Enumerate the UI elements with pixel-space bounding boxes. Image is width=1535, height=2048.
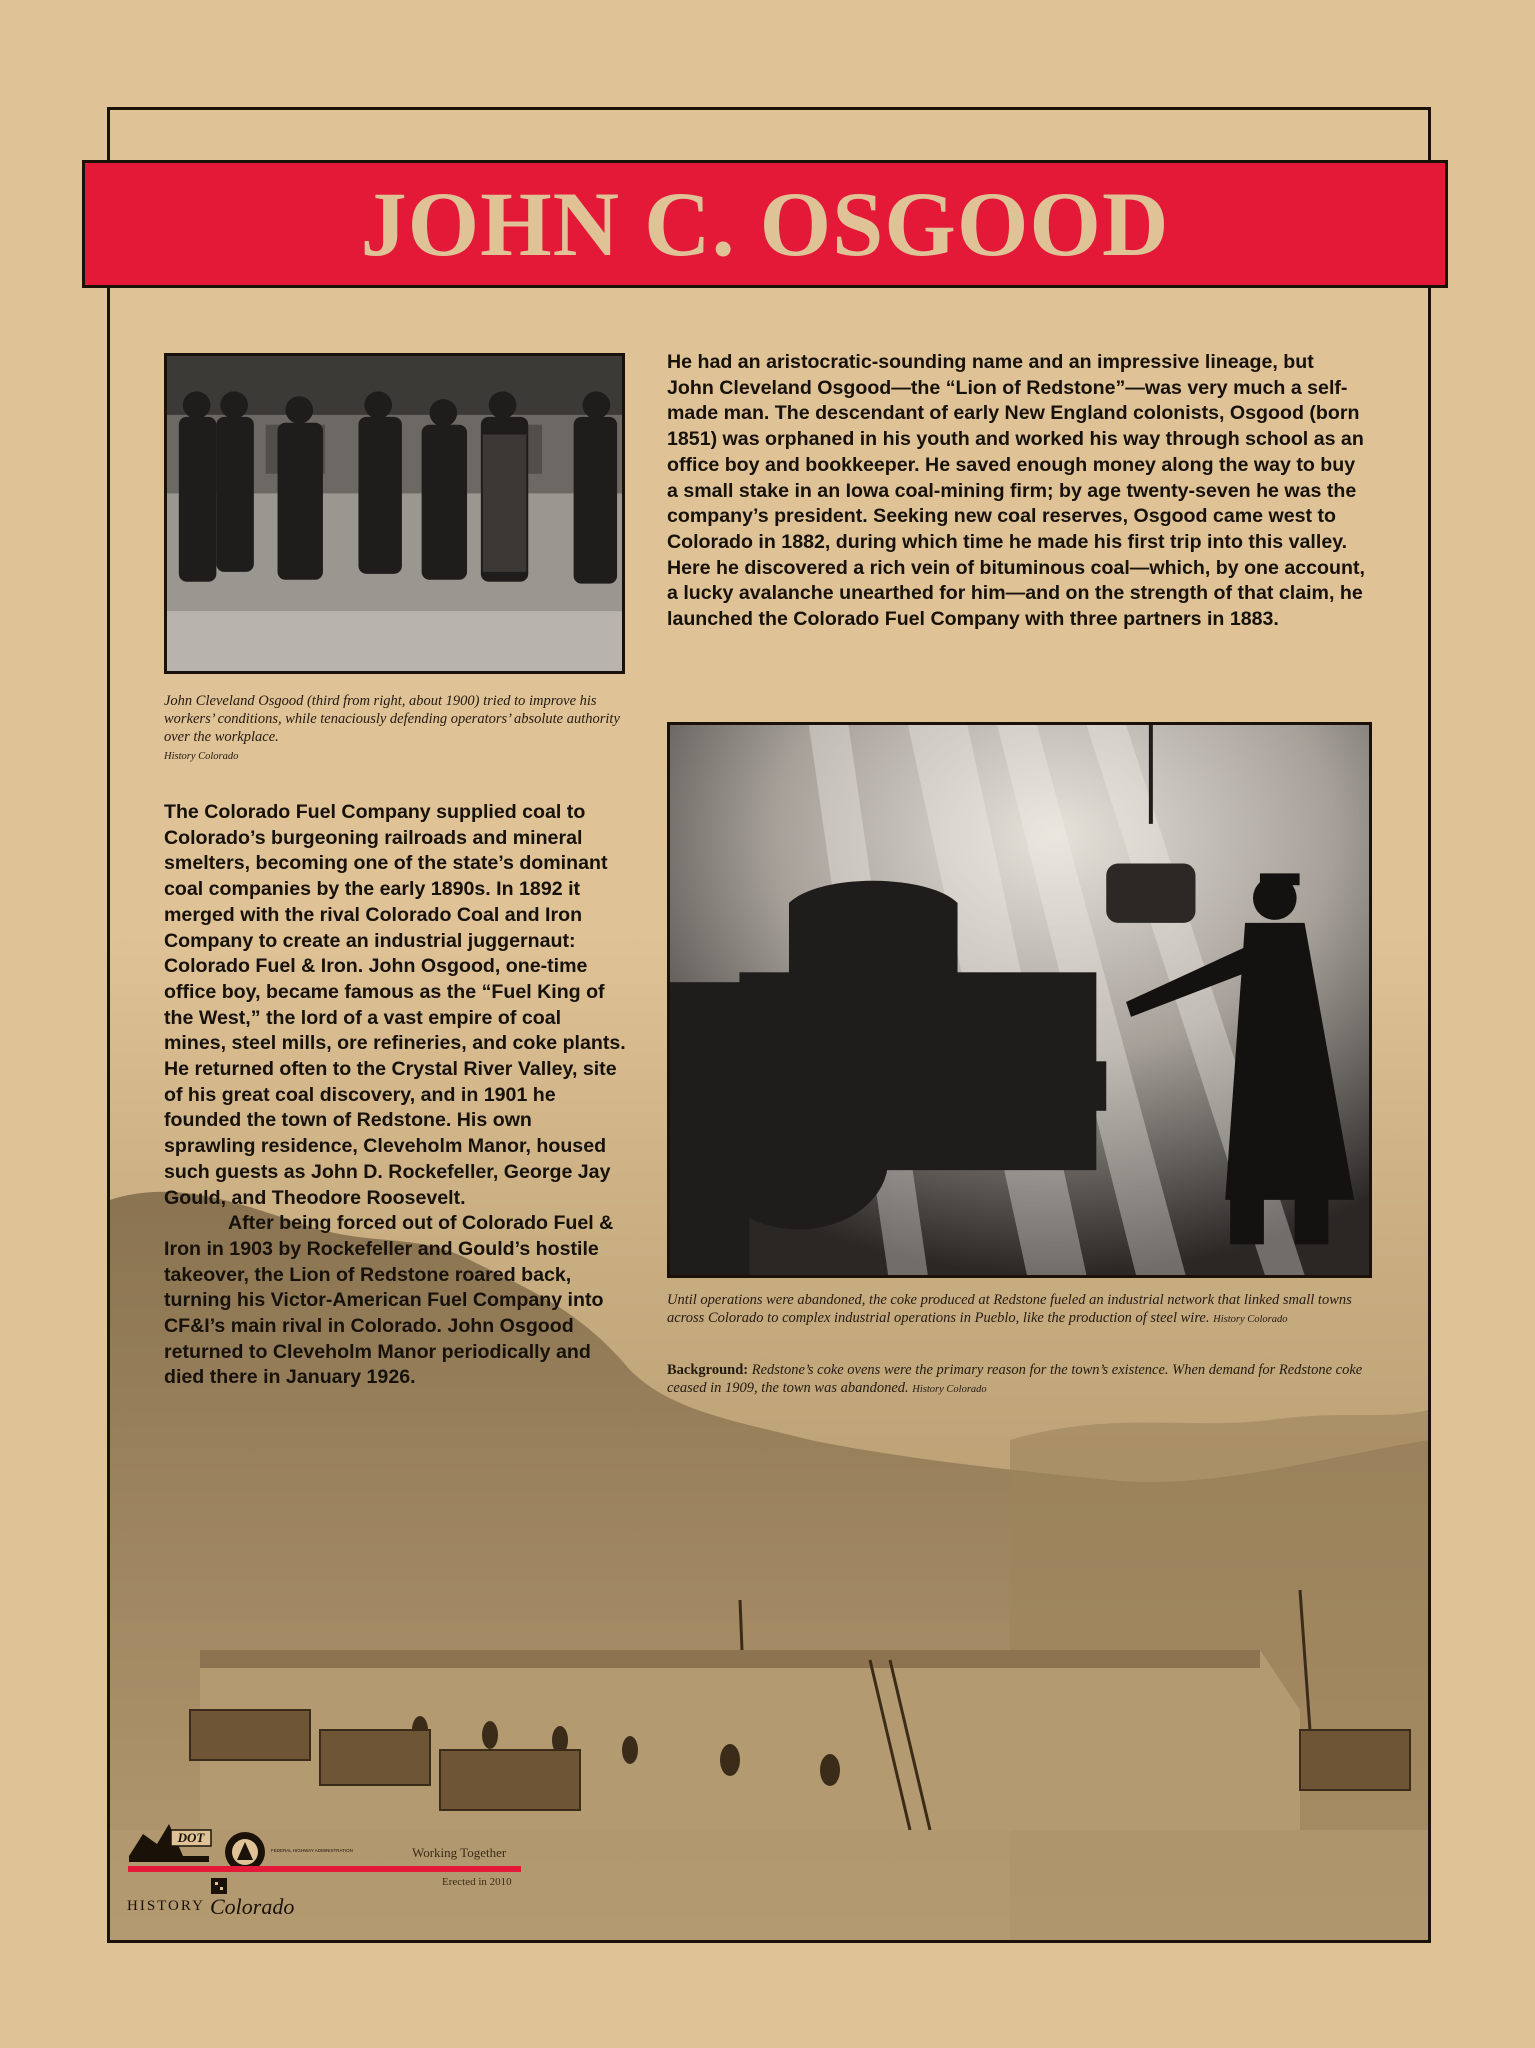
fhwa-label: FEDERAL HIGHWAY ADMINISTRATION — [271, 1848, 353, 1853]
title-banner — [82, 160, 1448, 288]
erected-date: Erected in 2010 — [442, 1876, 512, 1888]
background-credit: History Colorado — [912, 1384, 987, 1395]
photo2-credit: History Colorado — [1213, 1314, 1288, 1325]
history-colorado-icon — [211, 1878, 227, 1894]
colorado-wordmark: Colorado — [210, 1894, 295, 1919]
footer-red-rule — [128, 1866, 521, 1872]
background-note — [667, 1361, 1367, 1399]
coke-worker-photo — [667, 722, 1372, 1278]
main-text — [164, 800, 628, 1391]
photo2-caption-text: Until operations were abandoned, the coke produced at Redstone fueled an industrial network that linked small towns across Colorado to complex industrial operations in Pueblo, like the production of steel wire. — [667, 1292, 1352, 1326]
photo1-caption — [164, 692, 624, 766]
cdot-label: DOT — [177, 1830, 205, 1845]
working-together: Working Together — [412, 1845, 507, 1860]
main-paragraph-2: After being forced out of Colorado Fuel & Iron in 1903 by Rockefeller and Gould’s hostile takeover, the Lion of Redstone roared back, turning his Victor-American Fuel Company into CF&I’s main rival in Colorado. John Osgood returned to Cleveholm Manor periodically and died there in January 1926. — [164, 1212, 614, 1389]
photo2-caption — [667, 1291, 1367, 1329]
background-text: Redstone’s coke ovens were the primary reason for the town’s existence. When demand for Redstone coke ceased in 1909, the town was abandoned. — [667, 1362, 1363, 1396]
intro-paragraph: He had an aristocratic-sounding name and an impressive lineage, but John Cleveland Osgood—the “Lion of Redstone”—was very much a self-made man. The descendant of early New England colonists, Osgood (born 1851) was orphaned in his youth and worked his way through school as an office boy and bookkeeper. He saved enough money along the way to buy a small stake in an Iowa coal-mining firm; by age twenty-seven he was the company’s president. Seeking new coal reserves, Osgood came west to Colorado in 1882, during which time he made his first trip into this valley. Here he discovered a rich vein of bituminous coal—which, by one account, a lucky avalanche unearthed for him—and on the strength of that claim, he launched the Colorado Fuel Company with three partners in 1883. — [667, 351, 1365, 631]
osgood-group-photo — [164, 353, 625, 674]
background-label: Background: — [667, 1362, 749, 1378]
main-paragraph-1: The Colorado Fuel Company supplied coal to Colorado’s burgeoning railroads and mineral smelters, becoming one of the state’s dominant coal companies by the early 1890s. In 1892 it merged with the rival Colorado Coal and Iron Company to create an industrial juggernaut: Colorado Fuel & Iron. John Osgood, one-time office boy, became famous as the “Fuel King of the West,” the lord of a vast empire of coal mines, steel mills, ore refineries, and coke plants. He returned often to the Crystal River Valley, site of his great coal discovery, and in 1901 he founded the town of Redstone. His own sprawling residence, Cleveholm Manor, housed such guests as John D. Rockefeller, George Jay Gould, and Theodore Roosevelt. — [164, 801, 626, 1209]
history-wordmark: HISTORY — [127, 1898, 205, 1914]
photo1-credit: History Colorado — [164, 751, 239, 762]
photo1-caption-text: John Cleveland Osgood (third from right, about 1900) tried to improve his workers’ conditions, while tenaciously defending operators’ absolute authority over the workplace. — [164, 693, 620, 745]
page-title: JOHN C. OSGOOD — [360, 173, 1170, 275]
